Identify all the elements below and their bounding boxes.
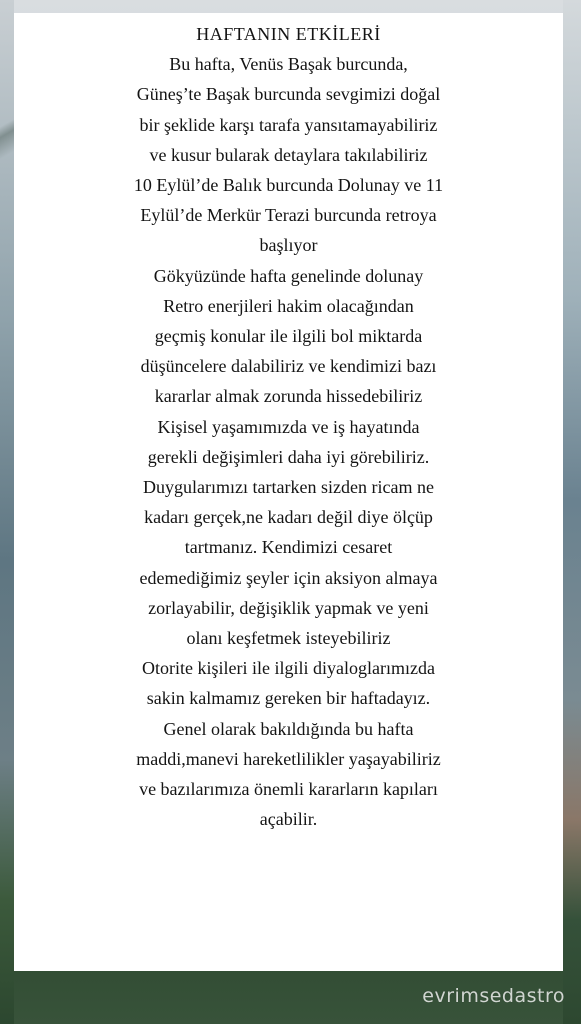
text-line-8: Gökyüzünde hafta genelinde dolunay: [153, 265, 424, 286]
text-line-4: ve kusur bularak detaylara takılabiliriz: [149, 144, 428, 165]
story-title: HAFTANIN ETKİLERİ: [196, 24, 381, 44]
story-text: [14, 19, 563, 834]
text-line-9: Retro enerjileri hakim olacağından: [163, 295, 414, 316]
text-line-1: Bu hafta, Venüs Başak burcunda,: [169, 54, 408, 75]
text-line-11: düşüncelere dalabiliriz ve kendimizi bazı: [140, 356, 437, 377]
text-line-25: ve bazılarımıza önemli kararların kapıları: [139, 779, 438, 800]
watermark-username: evrimsedastro: [422, 985, 565, 1007]
text-line-17: tartmanız. Kendimizi cesaret: [184, 537, 393, 558]
text-line-23: Genel olarak bakıldığında bu hafta: [163, 718, 414, 739]
text-line-5: 10 Eylül’de Balık burcunda Dolunay ve 11: [133, 175, 444, 196]
text-line-10: geçmiş konular ile ilgili bol miktarda: [154, 326, 423, 347]
text-line-6: Eylül’de Merkür Terazi burcunda retroya: [140, 205, 437, 226]
text-line-15: Duygularımızı tartarken sizden ricam ne: [143, 477, 434, 498]
text-line-18: edemediğimiz şeyler için aksiyon almaya: [139, 567, 438, 588]
text-line-20: olanı keşfetmek isteyebiliriz: [186, 628, 391, 649]
text-line-19: zorlayabilir, değişiklik yapmak ve yeni: [148, 597, 429, 618]
text-line-14: gerekli değişimleri daha iyi görebiliriz.: [147, 446, 430, 467]
text-line-7: başlıyor: [259, 235, 318, 256]
text-line-3: bir şeklide karşı tarafa yansıtamayabiliriz: [139, 114, 438, 135]
text-line-16: kadarı gerçek,ne kadarı değil diye ölçüp: [144, 507, 433, 528]
background-right-strip: [563, 0, 581, 1024]
text-line-2: Güneş’te Başak burcunda sevgimizi doğal: [136, 84, 441, 105]
text-line-13: Kişisel yaşamımızda ve iş hayatında: [157, 416, 420, 437]
text-line-21: Otorite kişileri ile ilgili diyaloglarımızda: [142, 658, 435, 679]
text-line-26: açabilir.: [259, 809, 318, 830]
text-card: [14, 13, 563, 971]
text-line-22: sakin kalmamız gereken bir haftadayız.: [146, 688, 431, 709]
text-line-24: maddi,manevi hareketlilikler yaşayabiliriz: [136, 748, 441, 769]
text-line-12: kararlar almak zorunda hissedebiliriz: [154, 386, 423, 407]
